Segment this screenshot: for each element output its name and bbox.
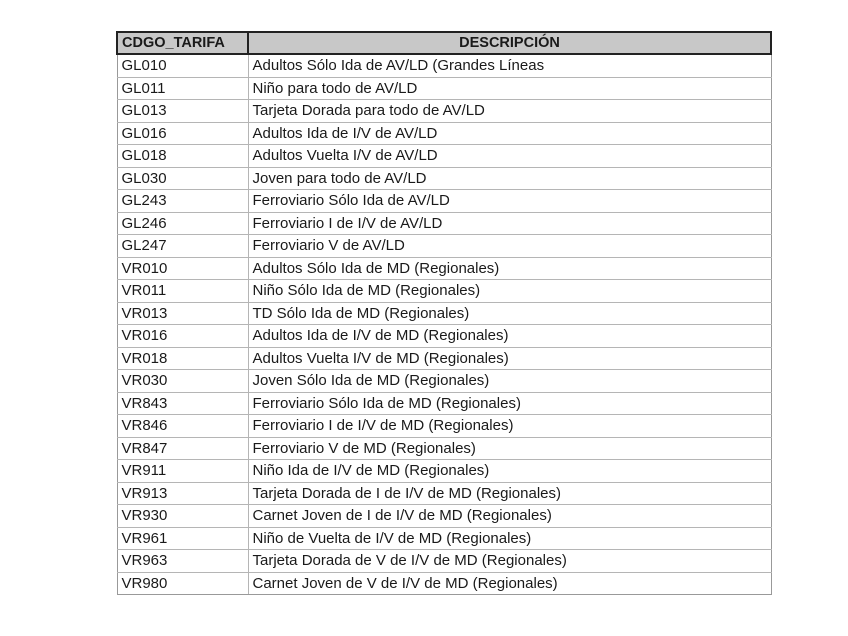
description-cell: Adultos Vuelta I/V de AV/LD <box>248 145 771 168</box>
table-header <box>117 32 771 54</box>
table-row <box>117 190 771 213</box>
table-row <box>117 482 771 505</box>
tariff-code-cell: VR961 <box>117 527 248 550</box>
tariff-code-cell: VR013 <box>117 302 248 325</box>
tariff-code-cell: GL011 <box>117 77 248 100</box>
description-cell: Niño de Vuelta de I/V de MD (Regionales) <box>248 527 771 550</box>
table-row <box>117 54 771 77</box>
table-row <box>117 460 771 483</box>
table-row <box>117 505 771 528</box>
table-row <box>117 527 771 550</box>
description-cell: Ferroviario I de I/V de MD (Regionales) <box>248 415 771 438</box>
description-cell: Ferroviario I de I/V de AV/LD <box>248 212 771 235</box>
table-row <box>117 280 771 303</box>
description-cell: Ferroviario V de MD (Regionales) <box>248 437 771 460</box>
table-row <box>117 100 771 123</box>
tariff-code-cell: GL013 <box>117 100 248 123</box>
tariff-code-cell: VR913 <box>117 482 248 505</box>
description-cell: Niño Ida de I/V de MD (Regionales) <box>248 460 771 483</box>
tariff-code-cell: GL246 <box>117 212 248 235</box>
tariff-table <box>116 31 772 595</box>
description-cell: Tarjeta Dorada para todo de AV/LD <box>248 100 771 123</box>
table-row <box>117 572 771 595</box>
tariff-code-cell: GL010 <box>117 54 248 77</box>
tariff-code-cell: VR843 <box>117 392 248 415</box>
table-row <box>117 235 771 258</box>
table-row <box>117 77 771 100</box>
tariff-code-cell: VR847 <box>117 437 248 460</box>
tariff-code-cell: VR911 <box>117 460 248 483</box>
tariff-code-cell: VR016 <box>117 325 248 348</box>
description-cell: Adultos Ida de I/V de AV/LD <box>248 122 771 145</box>
description-cell: Ferroviario V de AV/LD <box>248 235 771 258</box>
table-row <box>117 392 771 415</box>
tariff-code-cell: VR011 <box>117 280 248 303</box>
table-row <box>117 257 771 280</box>
tariff-code-cell: VR846 <box>117 415 248 438</box>
header-row <box>117 32 771 54</box>
table-row <box>117 325 771 348</box>
table-row <box>117 212 771 235</box>
tariff-code-cell: VR010 <box>117 257 248 280</box>
table-row <box>117 122 771 145</box>
tariff-code-cell: GL018 <box>117 145 248 168</box>
tariff-code-cell: GL016 <box>117 122 248 145</box>
description-cell: Adultos Ida de I/V de MD (Regionales) <box>248 325 771 348</box>
header-cdgo-tarifa: CDGO_TARIFA <box>117 32 248 54</box>
table-row <box>117 550 771 573</box>
description-cell: Carnet Joven de I de I/V de MD (Regionales) <box>248 505 771 528</box>
table-row <box>117 415 771 438</box>
table-row <box>117 370 771 393</box>
description-cell: Ferroviario Sólo Ida de AV/LD <box>248 190 771 213</box>
tariff-code-cell: VR030 <box>117 370 248 393</box>
table-row <box>117 347 771 370</box>
tariff-code-cell: GL030 <box>117 167 248 190</box>
tariff-code-cell: VR018 <box>117 347 248 370</box>
description-cell: Tarjeta Dorada de I de I/V de MD (Regionales) <box>248 482 771 505</box>
description-cell: Adultos Vuelta I/V de MD (Regionales) <box>248 347 771 370</box>
description-cell: Niño para todo de AV/LD <box>248 77 771 100</box>
tariff-code-cell: GL247 <box>117 235 248 258</box>
tariff-code-cell: GL243 <box>117 190 248 213</box>
description-cell: TD Sólo Ida de MD (Regionales) <box>248 302 771 325</box>
tariff-code-cell: VR930 <box>117 505 248 528</box>
description-cell: Ferroviario Sólo Ida de MD (Regionales) <box>248 392 771 415</box>
table-row <box>117 145 771 168</box>
table-row <box>117 302 771 325</box>
tariff-code-cell: VR963 <box>117 550 248 573</box>
description-cell: Joven Sólo Ida de MD (Regionales) <box>248 370 771 393</box>
description-cell: Joven para todo de AV/LD <box>248 167 771 190</box>
table-row <box>117 167 771 190</box>
tariff-table-container <box>116 31 770 595</box>
header-descripcion: DESCRIPCIÓN <box>248 32 771 54</box>
description-cell: Carnet Joven de V de I/V de MD (Regionales) <box>248 572 771 595</box>
table-body <box>117 54 771 595</box>
tariff-code-cell: VR980 <box>117 572 248 595</box>
description-cell: Adultos Sólo Ida de MD (Regionales) <box>248 257 771 280</box>
description-cell: Niño Sólo Ida de MD (Regionales) <box>248 280 771 303</box>
table-row <box>117 437 771 460</box>
description-cell: Tarjeta Dorada de V de I/V de MD (Regionales) <box>248 550 771 573</box>
description-cell: Adultos Sólo Ida de AV/LD (Grandes Líneas <box>248 54 771 77</box>
